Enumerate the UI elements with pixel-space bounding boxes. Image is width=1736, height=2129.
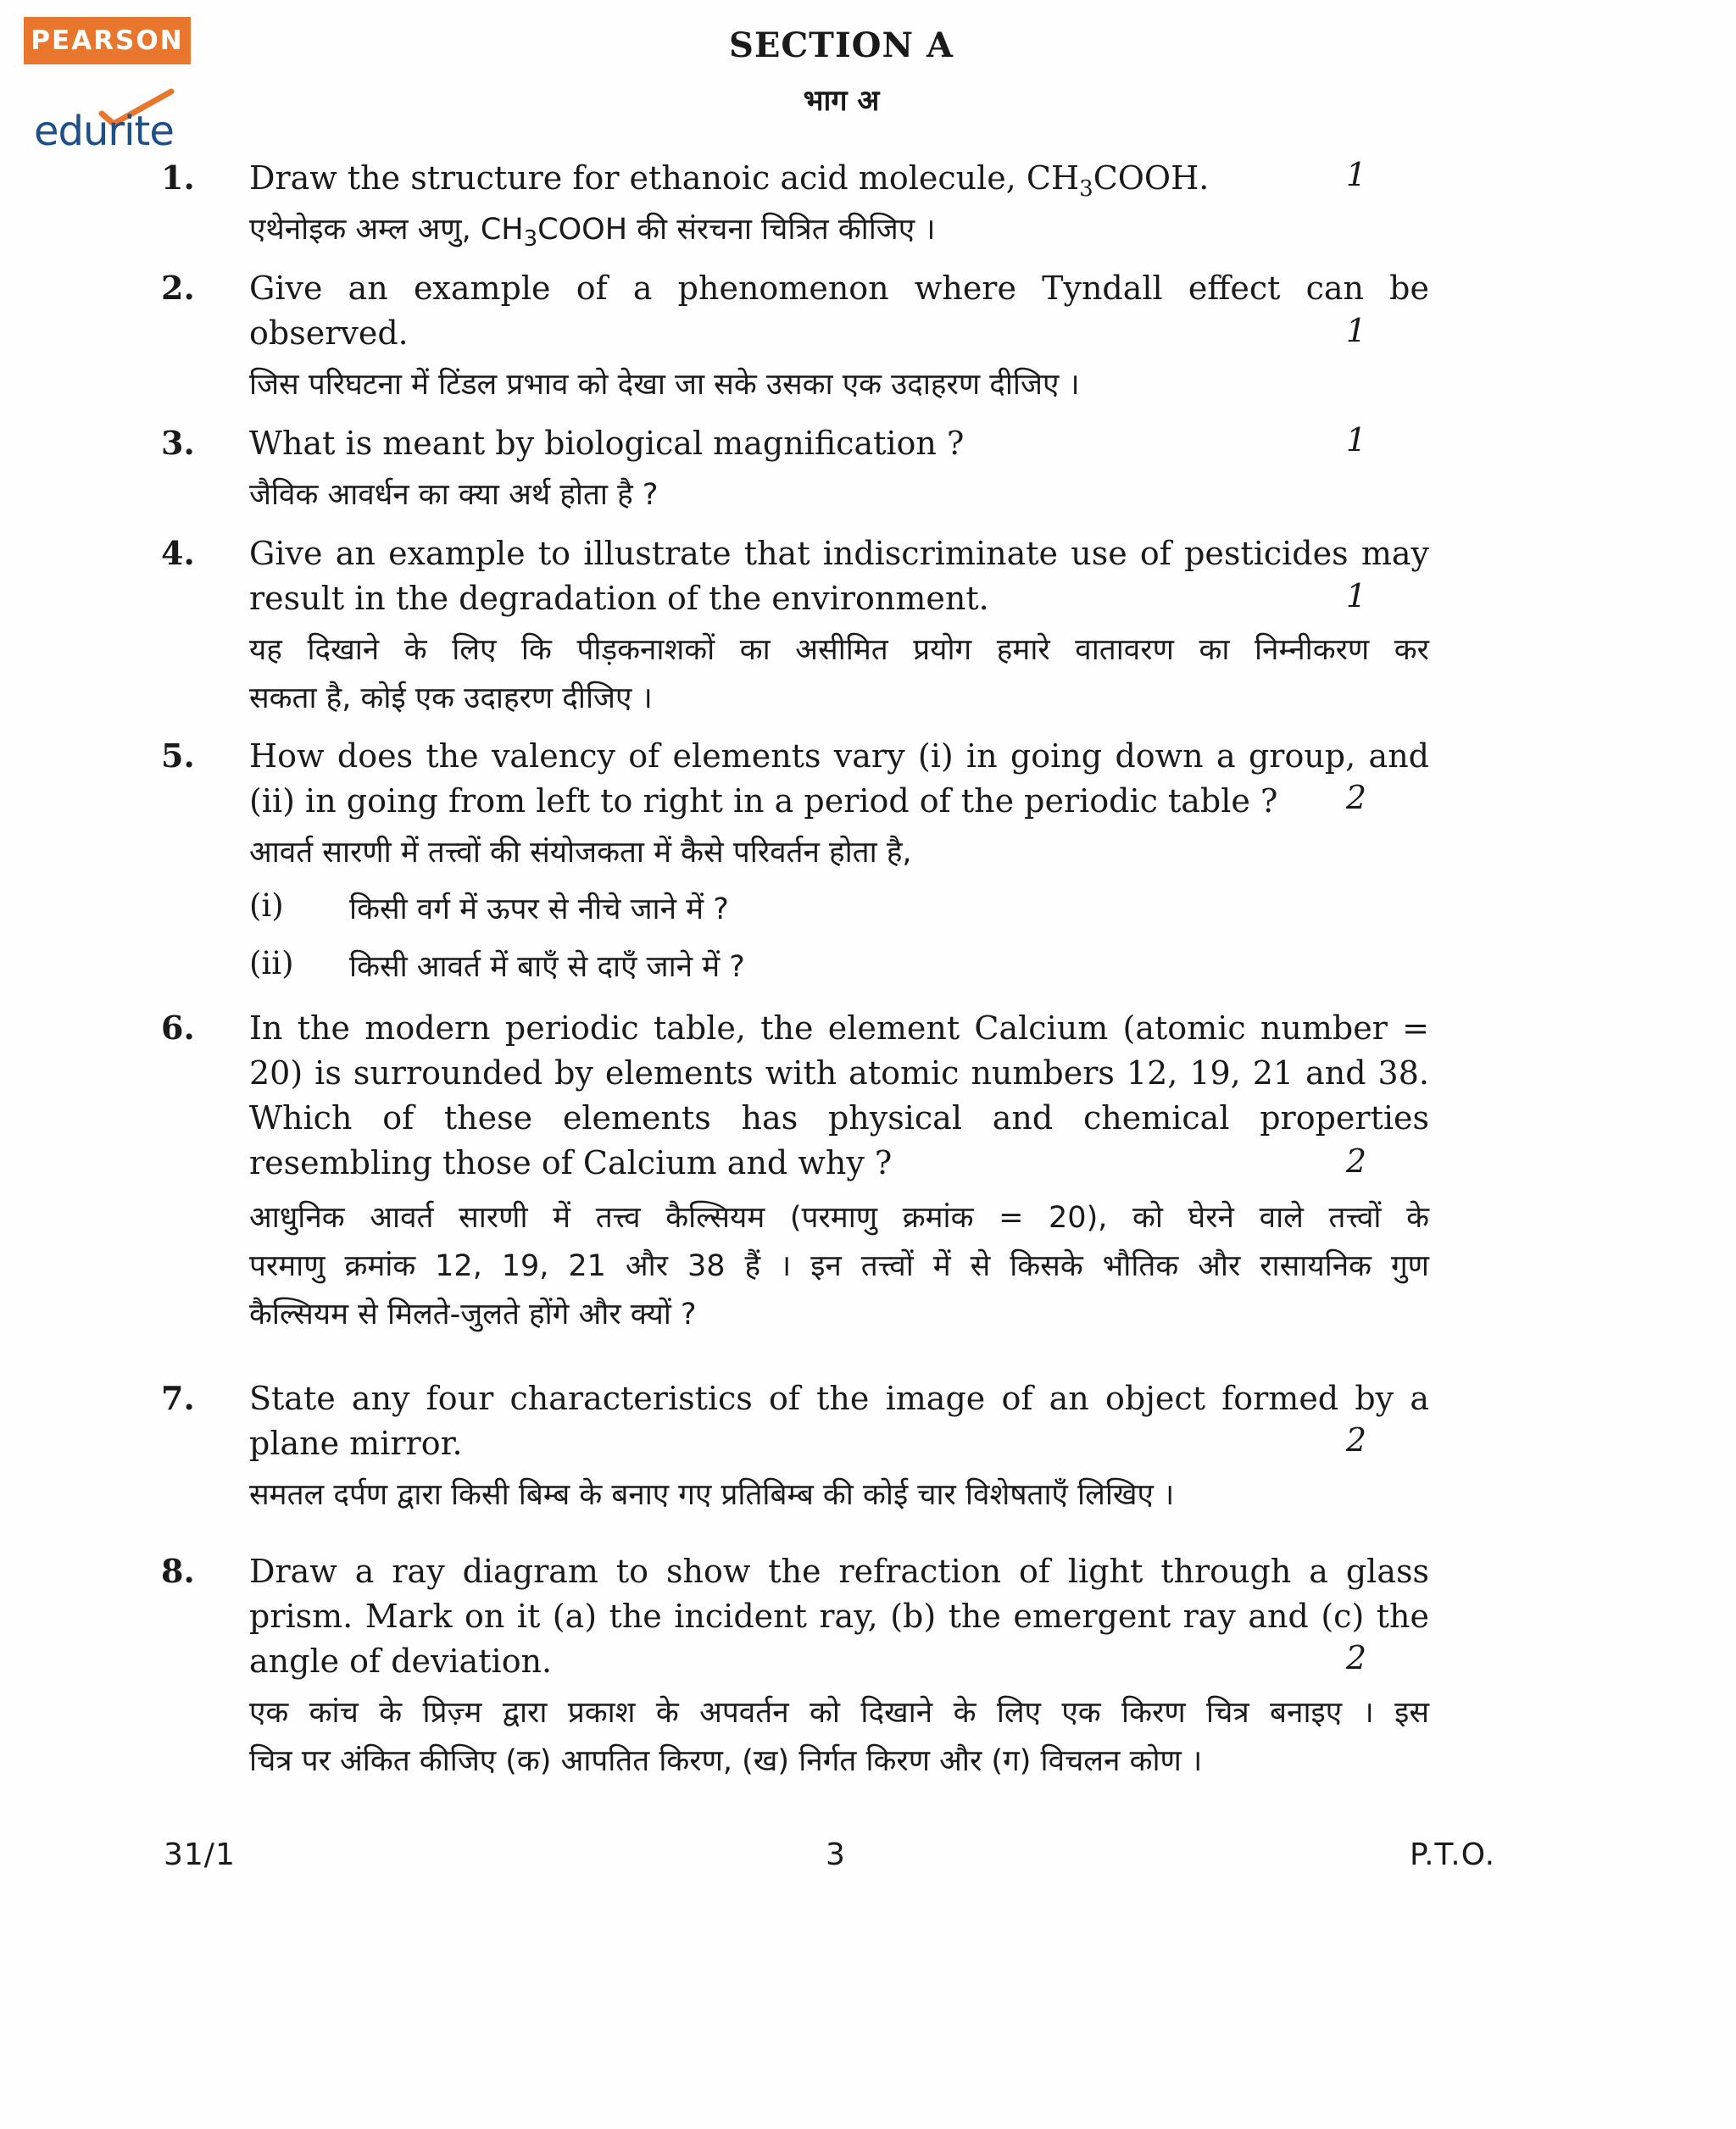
question-text-en-line2: (ii) in going from left to right in a period of the periodic table ? xyxy=(249,782,1278,820)
paper-code: 31/1 xyxy=(164,1837,236,1872)
question-number: 8. xyxy=(161,1552,195,1590)
question-text-hi-line3: कैल्सियम से मिलते-जुलते होंगे और क्यों ? xyxy=(249,1298,697,1331)
marks-q6: 2 xyxy=(1345,1142,1367,1180)
section-subtitle: भाग अ xyxy=(803,84,880,118)
question-text-hi-line1: आधुनिक आवर्त सारणी में तत्त्व कैल्सियम (परमाणु क्रमांक = 20), को घेरने वाले तत्त्वों के xyxy=(249,1201,1429,1235)
marks-q8: 2 xyxy=(1345,1639,1367,1676)
question-text-en: What is meant by biological magnification ? xyxy=(249,425,965,462)
question-text-hi: आवर्त सारणी में तत्त्वों की संयोजकता में कैसे परिवर्तन होता है, xyxy=(249,836,912,870)
section-title: SECTION A xyxy=(728,25,954,65)
marks-q5: 2 xyxy=(1345,779,1367,816)
question-text-en-line1: Give an example of a phenomenon where Tyndall effect can be xyxy=(249,270,1429,307)
sub-item-ii xyxy=(249,942,1429,999)
question-text-en-line1: Draw a ray diagram to show the refraction of light through a glass xyxy=(249,1553,1429,1590)
question-text-en-line1: Give an example to illustrate that indiscriminate use of pesticides may xyxy=(249,535,1429,572)
sub-item-text: किसी वर्ग में ऊपर से नीचे जाने में ? xyxy=(349,892,729,926)
question-text-en-line1: State any four characteristics of the image of an object formed by a xyxy=(249,1380,1429,1417)
marks-q2: 1 xyxy=(1345,312,1367,349)
question-number: 3. xyxy=(161,424,195,462)
question-text-hi-line1: एक कांच के प्रिज़्म द्वारा प्रकाश के अपवर्तन को दिखाने के लिए एक किरण चित्र बनाइए । इस xyxy=(249,1696,1429,1730)
question-number: 6. xyxy=(161,1009,195,1047)
sub-item-label: (i) xyxy=(249,887,284,924)
question-text-en-line3: angle of deviation. xyxy=(249,1643,553,1680)
marks-q1: 1 xyxy=(1345,156,1367,193)
sub-item-text: किसी आवर्त में बाएँ से दाएँ जाने में ? xyxy=(349,950,745,984)
question-text-hi: एथेनोइक अम्ल अणु, $CH_3COOH$ की संरचना चित्रित कीजिए । xyxy=(249,213,936,252)
question-text-en-line2: plane mirror. xyxy=(249,1425,463,1462)
question-text-en-line3: Which of these elements has physical and chemical properties xyxy=(249,1099,1429,1137)
question-text-en-line2: prism. Mark on it (a) the incident ray, (b) the emergent ray and (c) the xyxy=(249,1598,1429,1635)
question-number: 1. xyxy=(161,158,195,197)
question-number: 4. xyxy=(161,534,195,572)
pearson-logo: PEARSON xyxy=(24,17,191,64)
question-text-hi-line2: सकता है, कोई एक उदाहरण दीजिए । xyxy=(249,681,653,715)
page-number: 3 xyxy=(826,1837,846,1872)
marks-q4: 1 xyxy=(1345,577,1367,614)
question-text-hi: जिस परिघटना में टिंडल प्रभाव को देखा जा सके उसका एक उदाहरण दीजिए । xyxy=(249,368,1080,402)
marks-q3: 1 xyxy=(1345,421,1367,459)
question-text-en: Draw the structure for ethanoic acid molecule, $CH_3COOH$. xyxy=(249,159,1210,202)
question-text-en-line1: In the modern periodic table, the element Calcium (atomic number = xyxy=(249,1009,1429,1047)
please-turn-over: P.T.O. xyxy=(1410,1837,1496,1872)
question-text-hi-line2: चित्र पर अंकित कीजिए (क) आपतित किरण, (ख) निर्गत किरण और (ग) विचलन कोण । xyxy=(249,1744,1203,1778)
question-text-hi: समतल दर्पण द्वारा किसी बिम्ब के बनाए गए प्रतिबिम्ब की कोई चार विशेषताएँ लिखिए । xyxy=(249,1478,1175,1512)
marks-q7: 2 xyxy=(1345,1421,1367,1459)
question-number: 5. xyxy=(161,737,195,775)
question-text-en-line2: 20) is surrounded by elements with atomic numbers 12, 19, 21 and 38. xyxy=(249,1054,1429,1092)
question-number: 7. xyxy=(161,1379,195,1417)
question-text-hi-line2: परमाणु क्रमांक 12, 19, 21 और 38 हैं । इन तत्त्वों में से किसके भौतिक और रासायनिक गुण xyxy=(249,1249,1429,1283)
question-text-hi-line1: यह दिखाने के लिए कि पीड़कनाशकों का असीमित प्रयोग हमारे वातावरण का निम्नीकरण कर xyxy=(249,633,1429,667)
sub-item-i xyxy=(249,884,1429,942)
question-text-hi: जैविक आवर्धन का क्या अर्थ होता है ? xyxy=(249,478,659,512)
question-text-en-line1: How does the valency of elements vary (i) in going down a group, and xyxy=(249,737,1429,775)
edurite-logo: edurite xyxy=(34,108,174,155)
question-text-en-line2: observed. xyxy=(249,314,409,352)
question-text-en-line4: resembling those of Calcium and why ? xyxy=(249,1144,893,1181)
question-text-en-line2: result in the degradation of the environment. xyxy=(249,580,989,617)
question-number: 2. xyxy=(161,269,195,307)
sub-item-label: (ii) xyxy=(249,945,294,981)
